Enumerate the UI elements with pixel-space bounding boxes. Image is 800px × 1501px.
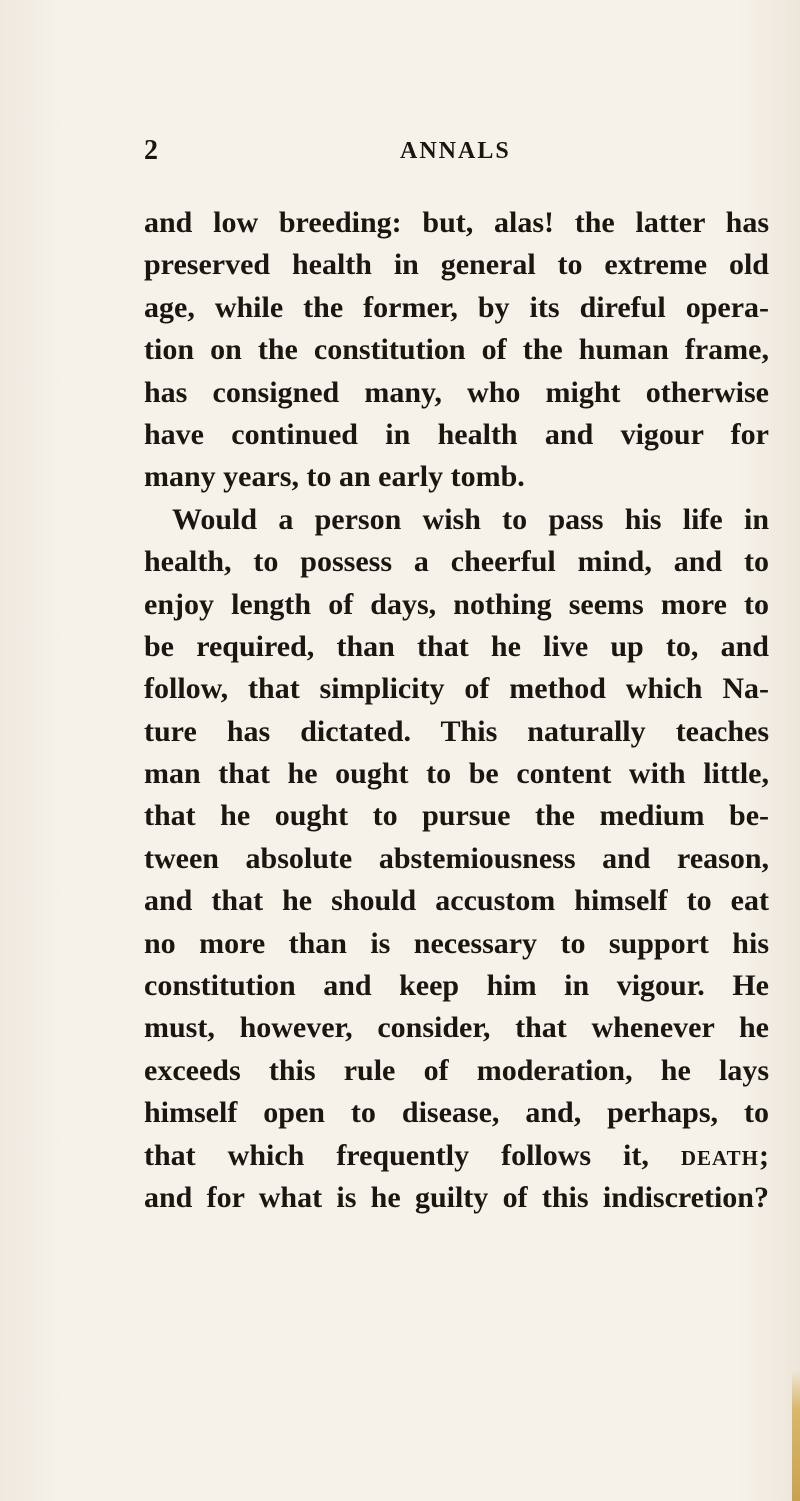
text-line: age, while the former, by its direful opera- [144,290,769,324]
line-segment: that which frequently follows it, [144,1138,649,1172]
text-line: tween absolute abstemiousness and reason, [144,841,769,875]
text-line: himself open to disease, and, perhaps, to [144,1096,769,1130]
text-line: no more than is necessary to support his [144,926,769,960]
text-line: exceeds this rule of moderation, he lays [144,1053,769,1087]
page-number: 2 [144,135,158,166]
running-head: ANNALS [400,138,511,164]
text-line: and that he should accustom himself to eat [144,884,769,918]
text-line-with-smallcaps [144,1135,769,1177]
text-line: and low breeding: but, alas! the latter has [144,206,769,239]
text-line: has consigned many, who might otherwise [144,375,769,409]
smallcaps-word: death [680,1138,759,1172]
text-line: tion on the constitution of the human frame, [144,333,769,367]
text-line: have continued in health and vigour for [144,417,769,451]
text-line: be required, than that he live up to, and [144,629,769,663]
paragraph-start-line: Would a person wish to pass his life in [172,502,769,536]
text-line: man that he ought to be content with little, [144,757,769,791]
text-line: health, to possess a cheerful mind, and to [144,545,769,579]
page-header [0,133,800,169]
text-line: must, however, consider, that whenever he [144,1011,769,1045]
line-punctuation: ; [759,1138,769,1172]
page-edge-stain [792,1370,800,1501]
text-line: many years, to an early tomb. [144,460,525,494]
text-line: and for what is he guilty of this indiscretion? [144,1180,769,1214]
body-text [144,202,769,1219]
text-line: constitution and keep him in vigour. He [144,969,769,1003]
text-line: enjoy length of days, nothing seems more to [144,587,769,621]
text-line: that he ought to pursue the medium be- [144,799,769,833]
text-line: ture has dictated. This naturally teaches [144,714,769,748]
text-line: preserved health in general to extreme old [144,248,769,282]
text-line: follow, that simplicity of method which Na- [144,672,769,706]
